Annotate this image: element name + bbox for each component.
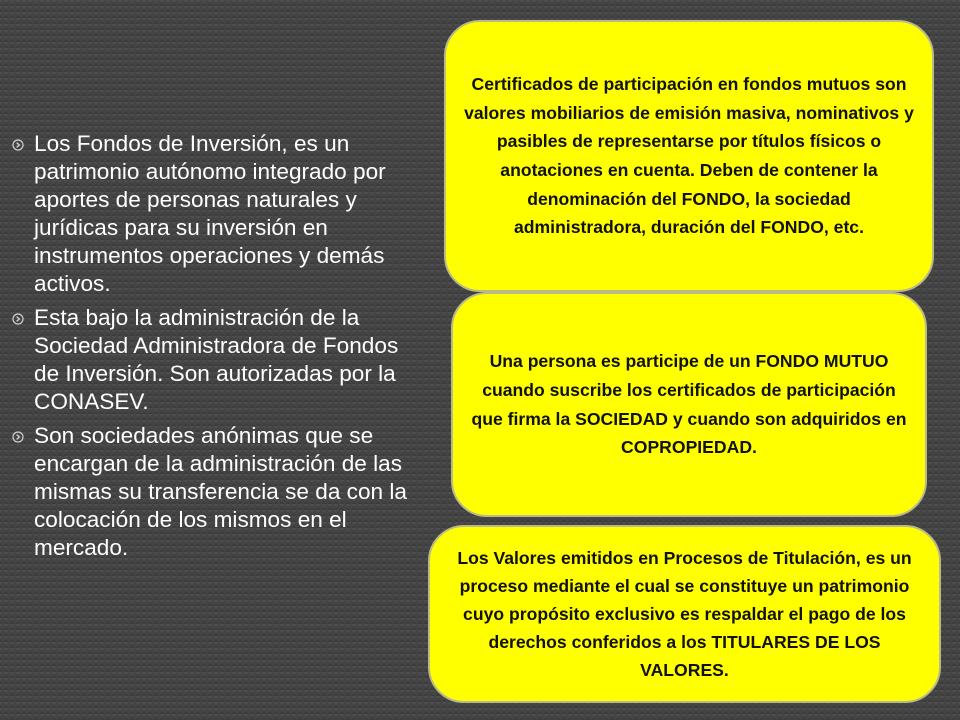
circle-arrow-right-icon xyxy=(12,313,24,325)
bullet-list xyxy=(24,130,424,568)
bullet-item xyxy=(24,422,424,562)
callout-text: Certificados de participación en fondos mutuos son valores mobiliarios de emisión masiva, nominativos y pasibles de representarse por títulos físicos o anotaciones en cuenta. Deben de contener la denominación del FONDO, la sociedad administradora, duración del FONDO, etc. xyxy=(464,74,914,238)
callout-titulacion xyxy=(428,525,941,703)
circle-arrow-right-icon xyxy=(12,139,24,151)
bullet-text: Son sociedades anónimas que se encargan de la administración de las mismas su transferencia se da con la colocación de los mismos en el mercado. xyxy=(34,423,407,560)
callout-participe xyxy=(451,292,927,517)
callout-certificados xyxy=(444,20,934,292)
circle-arrow-right-icon xyxy=(12,431,24,443)
bullet-text: Los Fondos de Inversión, es un patrimonio autónomo integrado por aportes de personas naturales y jurídicas para su inversión en instrumentos operaciones y demás activos. xyxy=(34,131,386,296)
callout-text: Los Valores emitidos en Procesos de Titulación, es un proceso mediante el cual se constituye un patrimonio cuyo propósito exclusivo es respaldar el pago de los derechos conferidos a los TITULARES DE LOS VALORES. xyxy=(457,548,912,680)
callout-text: Una persona es participe de un FONDO MUTUO cuando suscribe los certificados de participación que firma la SOCIEDAD y cuando son adquiridos en COPROPIEDAD. xyxy=(471,351,907,458)
bullet-text: Esta bajo la administración de la Sociedad Administradora de Fondos de Inversión. Son autorizadas por la CONASEV. xyxy=(34,305,399,414)
bullet-item xyxy=(24,304,424,416)
bullet-item xyxy=(24,130,424,298)
